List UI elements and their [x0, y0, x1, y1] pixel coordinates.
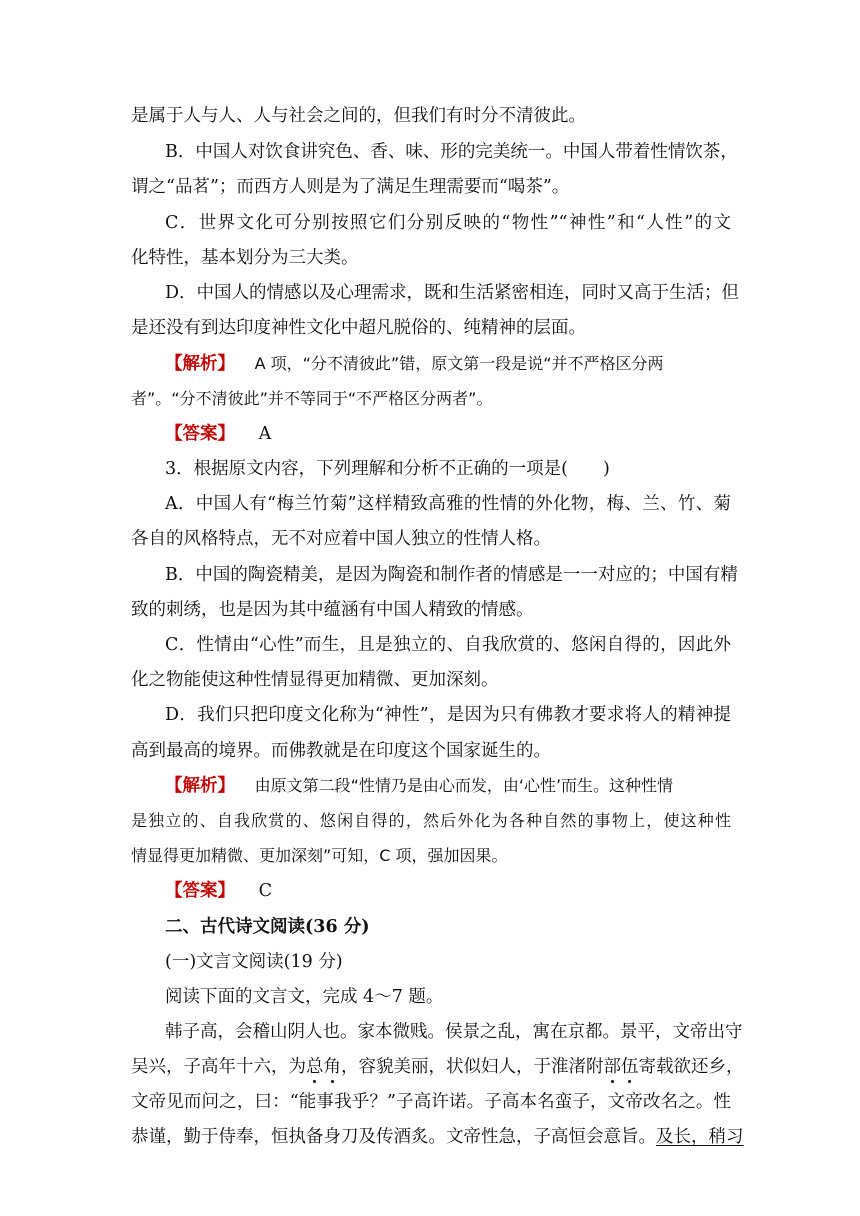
option-d-line-1: D．中国人的情感以及心理需求，既和生活紧密相连，同时又高于生活；但 [165, 283, 740, 303]
dotted-char: 总 [306, 1057, 324, 1077]
analysis-line-2: 者”。“分不清彼此”并不等同于“不严格区分两者”。 [131, 389, 493, 408]
passage-text: 寄载欲还乡， [638, 1057, 744, 1077]
text-line: 是属于人与人、人与社会之间的，但我们有时分不清彼此。 [131, 106, 586, 126]
passage-line-1: 韩子高，会稽山阴人也。家本微贱。侯景之乱，寓在京都。景平，文帝出守 [165, 1022, 743, 1042]
q3-option-c-line-1: C．性情由“心性”而生，且是独立的、自我欣赏的、悠闲自得的，因此外 [165, 635, 731, 655]
answer-2-line [165, 879, 731, 903]
answer-value: A [258, 424, 272, 444]
answer-tag: 【答案】 [165, 881, 235, 901]
q3-option-a-line-1: A．中国人有“梅兰竹菊”这样精致高雅的性情的外化物，梅、兰、竹、菊 [165, 494, 731, 514]
passage-text: ，容貌美丽，状似妇人，于淮渚附 [341, 1057, 604, 1077]
q3-option-c-line-2: 化之物能使这种性情显得更加精微、更加深刻。 [131, 670, 499, 690]
q3-option-a-line-2: 各自的风格特点，无不对应着中国人独立的性情人格。 [131, 529, 551, 549]
analysis-text: 由原文第二段“性情乃是由心而发，由‘心性’而生。这种性情 [254, 776, 674, 795]
dotted-char: 角 [323, 1057, 341, 1077]
q3-option-b-line-1: B．中国的陶瓷精美，是因为陶瓷和制作者的情感是一一对应的；中国有精 [165, 565, 738, 585]
analysis-tag: 【解析】 [165, 776, 235, 796]
analysis-2-line-3: 情显得更加精微、更加深刻”可知，C 项，强加因果。 [131, 846, 508, 865]
dotted-char: 部 [603, 1057, 621, 1077]
analysis-2-line-1 [165, 774, 731, 798]
passage-text: 吴兴，子高年十六，为 [131, 1057, 306, 1077]
subsection-heading: (一)文言文阅读(19 分) [165, 952, 343, 972]
passage-line-3: 文帝见而问之，曰：“能事我乎？”子高许诺。子高本名蛮子，文帝改名之。性 [131, 1092, 731, 1112]
option-c-line-1: C．世界文化可分别按照它们分别反映的“物性”“神性”和“人性”的文 [165, 213, 731, 233]
passage-text: 恭谨，勤于侍奉，恒执备身刀及传酒炙。文帝性急，子高恒会意旨。 [131, 1127, 656, 1147]
option-d-line-2: 是还没有到达印度神性文化中超凡脱俗的、纯精神的层面。 [131, 318, 586, 338]
option-b-line-2: 谓之“品茗”；而西方人则是为了满足生理需要而“喝茶”。 [131, 177, 570, 197]
option-c-line-2: 化特性，基本划分为三大类。 [131, 248, 359, 268]
q3-option-d-line-1: D．我们只把印度文化称为“神性”，是因为只有佛教才要求将人的精神提 [165, 705, 731, 725]
analysis-2-line-2: 是独立的、自我欣赏的、悠闲自得的，然后外化为各种自然的事物上，使这种性 [131, 811, 731, 830]
answer-line [165, 422, 731, 446]
reading-instruction: 阅读下面的文言文，完成 4～7 题。 [165, 987, 444, 1007]
answer-value: C [258, 881, 272, 901]
q3-option-d-line-2: 高到最高的境界。而佛教就是在印度这个国家诞生的。 [131, 741, 551, 761]
option-b-line-1: B．中国人对饮食讲究色、香、味、形的完美统一。中国人带着性情饮茶， [165, 142, 738, 162]
question-3-stem: 3．根据原文内容，下列理解和分析不正确的一项是( ) [165, 459, 610, 479]
dotted-char: 伍 [621, 1057, 639, 1077]
answer-tag: 【答案】 [165, 424, 235, 444]
passage-line-4 [131, 1125, 744, 1149]
q3-option-b-line-2: 致的刺绣，也是因为其中蕴涵有中国人精致的情感。 [131, 600, 534, 620]
underlined-phrase: 及长，稍习 [656, 1127, 744, 1147]
analysis-text: A 项，“分不清彼此”错，原文第一段是说“并不严格区分两 [254, 354, 664, 373]
passage-line-2 [131, 1055, 744, 1079]
section-heading: 二、古代诗文阅读(36 分) [165, 917, 370, 937]
analysis-line-1 [165, 352, 731, 376]
analysis-tag: 【解析】 [165, 354, 235, 374]
